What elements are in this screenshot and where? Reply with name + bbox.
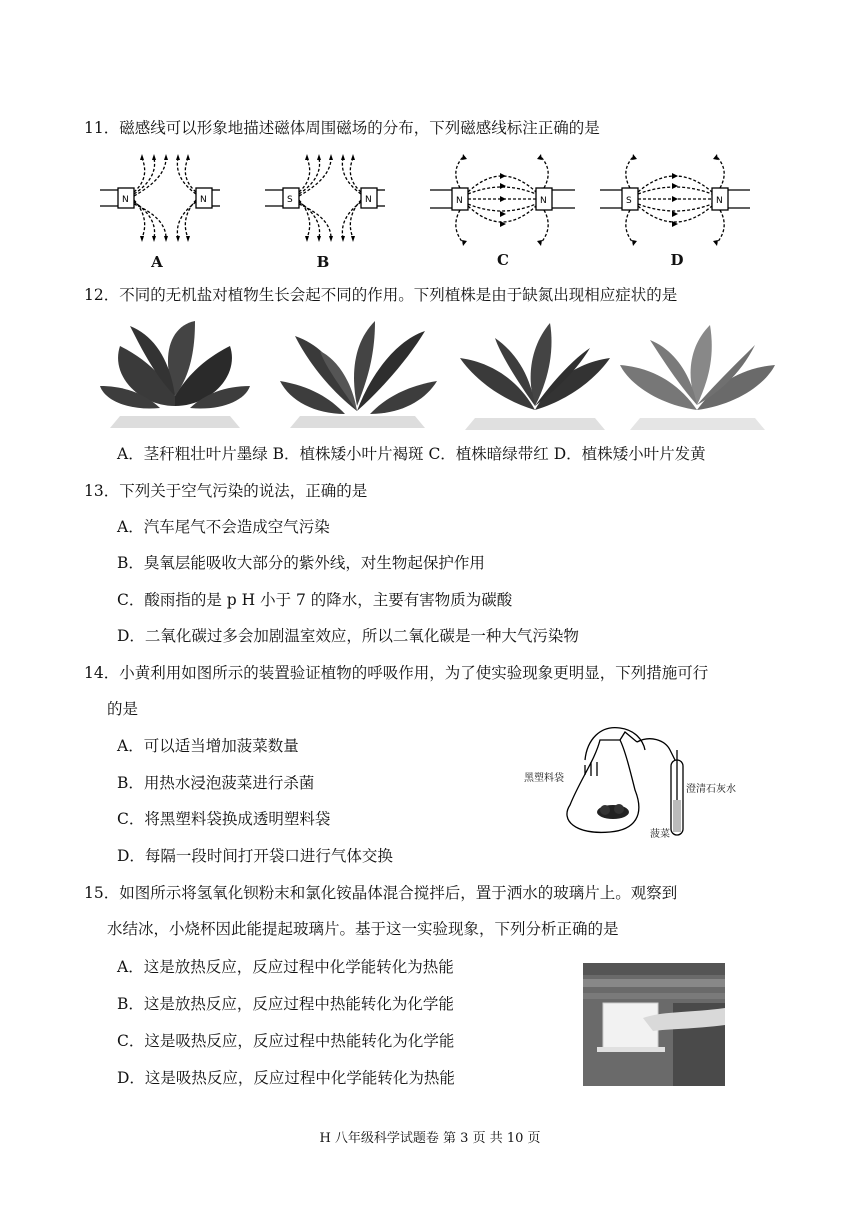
q15-stem-line1: 15．如图所示将氢氧化钡粉末和氯化铵晶体混合搅拌后，置于洒水的玻璃片上。观察到 xyxy=(84,884,678,902)
q11-figure-a xyxy=(100,148,220,248)
q14-option-d: D．每隔一段时间打开袋口进行气体交换 xyxy=(117,847,393,865)
q11-d-left-pole: S xyxy=(626,196,632,206)
q11-caption-b: B xyxy=(316,253,330,271)
q13-option-b: B．臭氧层能吸收大部分的紫外线，对生物起保护作用 xyxy=(117,554,485,572)
q11-c-left-pole: N xyxy=(456,196,463,206)
q13-option-a: A．汽车尾气不会造成空气污染 xyxy=(117,518,330,536)
q11-stem: 11．磁感线可以形象地描述磁体周围磁场的分布，下列磁感线标注正确的是 xyxy=(84,119,600,137)
q12-stem: 12．不同的无机盐对植物生长会起不同的作用。下列植株是由于缺氮出现相应症状的是 xyxy=(84,286,678,304)
q15-option-b: B．这是放热反应，反应过程中热能转化为化学能 xyxy=(117,995,454,1013)
q14-stem-line1: 14．小黄利用如图所示的装置验证植物的呼吸作用，为了使实验现象更明显，下列措施可行 xyxy=(84,664,709,682)
q13-option-c: C．酸雨指的是 p H 小于 7 的降水，主要有害物质为碳酸 xyxy=(117,591,513,609)
q11-caption-d: D xyxy=(670,251,684,269)
q14-option-c: C．将黑塑料袋换成透明塑料袋 xyxy=(117,810,331,828)
q15-option-d: D．这是吸热反应，反应过程中化学能转化为热能 xyxy=(117,1069,455,1087)
q15-option-a: A．这是放热反应，反应过程中化学能转化为热能 xyxy=(117,958,454,976)
q11-a-left-pole: N xyxy=(122,195,129,205)
q15-option-c: C．这是吸热反应，反应过程中热能转化为化学能 xyxy=(117,1032,455,1050)
q14-option-a: A．可以适当增加菠菜数量 xyxy=(117,737,299,755)
q11-a-right-pole: N xyxy=(200,195,207,205)
q13-option-d: D．二氧化碳过多会加剧温室效应，所以二氧化碳是一种大气污染物 xyxy=(117,627,579,645)
q11-c-right-pole: N xyxy=(540,196,547,206)
q11-figure-b xyxy=(265,148,385,248)
q12-plant-c-image xyxy=(455,318,615,430)
q11-b-right-pole: N xyxy=(365,195,372,205)
q14-label-limewater: 澄清石灰水 xyxy=(686,784,736,795)
q11-caption-a: A xyxy=(151,253,163,271)
q14-option-b: B．用热水浸泡菠菜进行杀菌 xyxy=(117,774,315,792)
q15-beaker-photo xyxy=(583,963,725,1086)
q12-plant-b-image xyxy=(275,316,440,428)
page-footer: H 八年级科学试题卷 第 3 页 共 10 页 xyxy=(319,1131,541,1146)
q14-label-spinach: 菠菜 xyxy=(650,829,670,840)
q12-options: A．茎秆粗壮叶片墨绿 B．植株矮小叶片褐斑 C．植株暗绿带红 D．植株矮小叶片发黄 xyxy=(117,445,706,463)
q11-figure-c xyxy=(430,150,575,250)
q11-caption-c: C xyxy=(497,251,509,269)
q15-stem-line2: 水结冰，小烧杯因此能提起玻璃片。基于这一实验现象，下列分析正确的是 xyxy=(107,920,619,938)
q12-plant-d-image xyxy=(615,320,780,430)
q11-b-left-pole: S xyxy=(287,195,293,205)
q14-stem-line2: 的是 xyxy=(107,700,139,718)
q11-figure-d xyxy=(600,150,750,250)
q13-stem: 13．下列关于空气污染的说法，正确的是 xyxy=(84,482,368,500)
q12-plant-a-image xyxy=(100,316,250,428)
q11-d-right-pole: N xyxy=(716,196,723,206)
q14-label-bag: 黑塑料袋 xyxy=(524,773,564,784)
